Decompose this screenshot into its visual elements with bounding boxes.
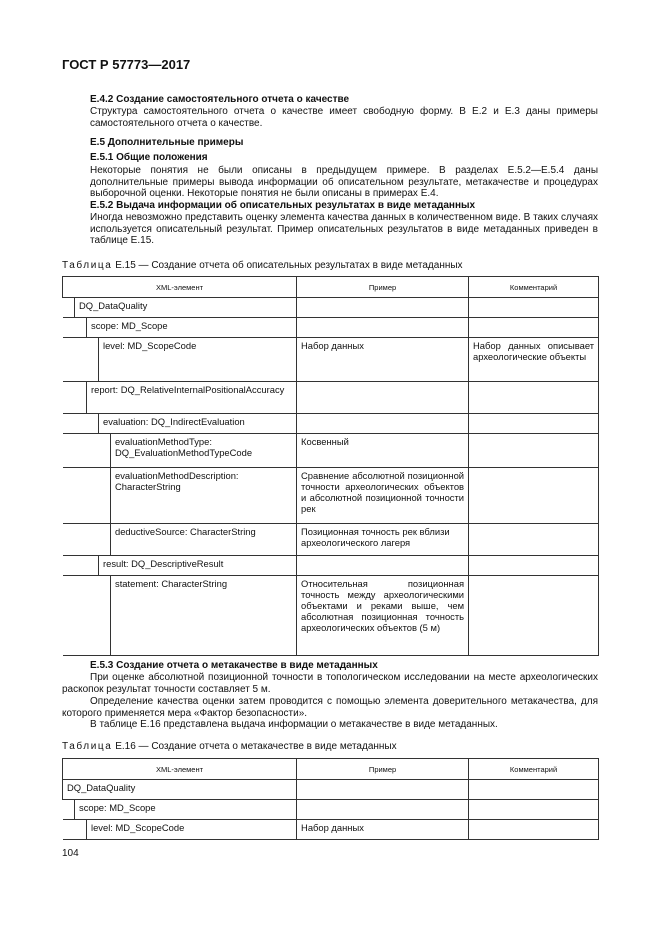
comment-cell (469, 800, 599, 820)
xml-element-cell: result: DQ_DescriptiveResult (99, 556, 297, 576)
example-cell (297, 298, 469, 318)
comment-cell (469, 556, 599, 576)
table-row (63, 800, 599, 820)
section-e5-title: Е.5 Дополнительные примеры (90, 137, 244, 148)
xml-element-cell: evaluationMethodType: DQ_EvaluationMethodTypeCode (111, 434, 297, 468)
table-row (63, 820, 599, 840)
section-e53-title: Е.5.3 Создание отчета о метакачестве в виде метаданных (90, 660, 378, 671)
table-15-caption-label: Таблица (62, 260, 113, 271)
xml-element-cell: DQ_DataQuality (63, 780, 297, 800)
xml-element-cell: evaluationMethodDescription: CharacterString (111, 468, 297, 524)
example-cell: Сравнение абсолютной позиционной точности археологических объектов и абсолютной позиционной точности рек (297, 468, 469, 524)
xml-element-cell: statement: CharacterString (111, 576, 297, 656)
section-e52-text: Иногда невозможно представить оценку элемента качества данных в количественном виде. В таких случаях используется описательный результат. Пример описательных результатов в виде метаданных приведен в таблице Е.15. (90, 212, 598, 247)
column-header-comment: Комментарий (469, 277, 599, 298)
table-16-caption (62, 741, 397, 753)
xml-element-cell: deductiveSource: CharacterString (111, 524, 297, 556)
section-e51-title: Е.5.1 Общие положения (90, 152, 208, 163)
table-15-caption (62, 260, 463, 272)
example-cell (297, 556, 469, 576)
comment-cell (469, 318, 599, 338)
table-row (63, 414, 599, 434)
table-header-row (63, 277, 599, 298)
table-row (63, 338, 599, 382)
comment-cell (469, 298, 599, 318)
table-row (63, 298, 599, 318)
table-header-row (63, 759, 599, 780)
table-row (63, 318, 599, 338)
xml-element-cell: level: MD_ScopeCode (99, 338, 297, 382)
example-cell (297, 382, 469, 414)
column-header-xml: XML-элемент (63, 759, 297, 780)
section-e53-paragraph-3: В таблице Е.16 представлена выдача информации о метакачестве в виде метаданных. (90, 719, 498, 730)
table-row (63, 468, 599, 524)
section-e53-paragraph-1: При оценке абсолютной позиционной точности в топологическом исследовании на месте археологических раскопок результат точности составляет 5 м. (62, 672, 598, 695)
comment-cell: Набор данных описывает археологические объекты (469, 338, 599, 382)
table-row (63, 434, 599, 468)
table-16 (62, 758, 599, 840)
comment-cell (469, 820, 599, 840)
table-row (63, 524, 599, 556)
table-row (63, 556, 599, 576)
xml-element-cell: scope: MD_Scope (87, 318, 297, 338)
xml-element-cell: scope: MD_Scope (75, 800, 297, 820)
section-e42-title: Е.4.2 Создание самостоятельного отчета о качестве (90, 94, 350, 105)
table-row (63, 780, 599, 800)
comment-cell (469, 780, 599, 800)
example-cell: Набор данных (297, 338, 469, 382)
page-number: 104 (62, 848, 79, 859)
section-e42-text: Структура самостоятельного отчета о качестве имеет свободную форму. В Е.2 и Е.3 даны примеры самостоятельного отчета о качестве. (90, 106, 598, 129)
example-cell (297, 800, 469, 820)
example-cell: Косвенный (297, 434, 469, 468)
comment-cell (469, 524, 599, 556)
table-16-caption-text: Е.16 — Создание отчета о метакачестве в виде метаданных (115, 741, 397, 752)
table-15 (62, 276, 599, 656)
comment-cell (469, 468, 599, 524)
example-cell (297, 414, 469, 434)
xml-element-cell: DQ_DataQuality (75, 298, 297, 318)
comment-cell (469, 414, 599, 434)
comment-cell (469, 382, 599, 414)
xml-element-cell: report: DQ_RelativeInternalPositionalAccuracy (87, 382, 297, 414)
table-row (63, 382, 599, 414)
example-cell: Набор данных (297, 820, 469, 840)
example-cell: Позиционная точность рек вблизи археологического лагеря (297, 524, 469, 556)
xml-element-cell: evaluation: DQ_IndirectEvaluation (99, 414, 297, 434)
column-header-comment: Комментарий (469, 759, 599, 780)
comment-cell (469, 576, 599, 656)
section-e52-title: Е.5.2 Выдача информации об описательных результатах в виде метаданных (90, 200, 476, 211)
example-cell (297, 318, 469, 338)
table-15-caption-text: Е.15 — Создание отчета об описательных результатах в виде метаданных (115, 260, 463, 271)
example-cell: Относительная позиционная точность между археологическими объектами и реками выше, чем абсолютная позиционная точность археологических объектов (5 м) (297, 576, 469, 656)
document-header: ГОСТ Р 57773—2017 (62, 57, 191, 72)
xml-element-cell: level: MD_ScopeCode (87, 820, 297, 840)
column-header-example: Пример (297, 759, 469, 780)
section-e51-text: Некоторые понятия не были описаны в предыдущем примере. В разделах Е.5.2—Е.5.4 даны дополнительные примеры вывода информации об описательном результате, метакачестве и процедурах выборочной оценки. Некоторые понятия не были описаны в примерах Е.4. (90, 165, 598, 200)
column-header-example: Пример (297, 277, 469, 298)
table-row (63, 576, 599, 656)
section-e53-paragraph-2: Определение качества оценки затем проводится с помощью элемента доверительного метакачества, для которого применяется мера «Фактор безопасности». (62, 696, 598, 719)
example-cell (297, 780, 469, 800)
comment-cell (469, 434, 599, 468)
table-16-caption-label: Таблица (62, 741, 113, 752)
column-header-xml: XML-элемент (63, 277, 297, 298)
